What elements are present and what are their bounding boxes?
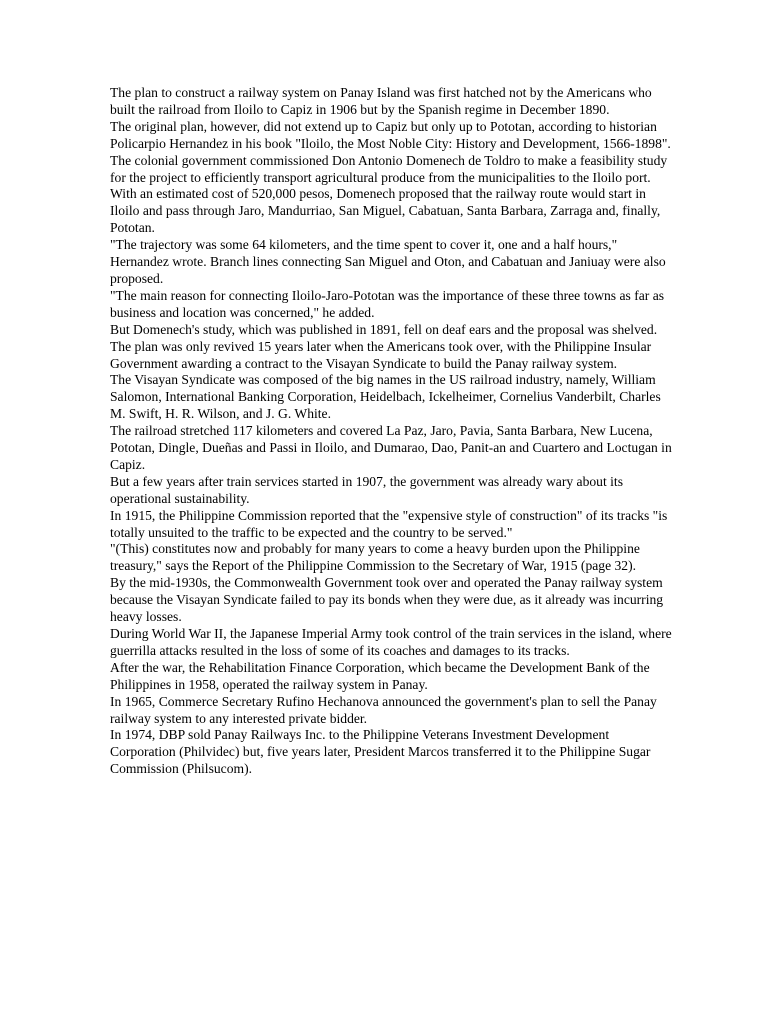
paragraph-1: The plan to construct a railway system on Panay Island was first hatched not by the Americans who built the railroad from Iloilo to Capiz in 1906 but by the Spanish regime in December 1890. (110, 85, 652, 117)
paragraph-18: In 1974, DBP sold Panay Railways Inc. to the Philippine Veterans Investment Development Corporation (Philvidec) but, five years later, President Marcos transferred it to the Philippine Sugar Commission (Philsucom). (110, 727, 651, 777)
paragraph-16: After the war, the Rehabilitation Finance Corporation, which became the Development Bank of the Philippines in 1958, operated the railway system in Panay. (110, 659, 650, 692)
paragraph-2: The original plan, however, did not extend up to Capiz but only up to Pototan, according to historian Policarpio Hernandez in his book "Iloilo, the Most Noble City: History and Development, 1566-1898". (110, 118, 671, 151)
paragraph-11: But a few years after train services started in 1907, the government was already wary about its operational sustainability. (110, 473, 623, 506)
paragraph-14: By the mid-1930s, the Commonwealth Government took over and operated the Panay railway system because the Visayan Syndicate failed to pay its bonds when they were due, as it already was incurring heavy losses. (110, 575, 664, 625)
paragraph-9: The Visayan Syndicate was composed of the big names in the US railroad industry, namely, William Salomon, International Banking Corporation, Heidelbach, Ickelheimer, Cornelius Vanderbilt, Charles M. Swift, H. R. Wilson, and J. G. White. (110, 372, 661, 422)
paragraph-15: During World War II, the Japanese Imperial Army took control of the train services in the island, where guerrilla attacks resulted in the loss of some of its coaches and damages to its tracks. (110, 626, 672, 658)
paragraph-13: "(This) constitutes now and probably for many years to come a heavy burden upon the Philippine treasury," says the Report of the Philippine Commission to the Secretary of War, 1915 (page 32). (110, 541, 640, 574)
paragraph-7: But Domenech's study, which was published in 1891, fell on deaf ears and the proposal was shelved. (110, 321, 658, 337)
paragraph-8: The plan was only revived 15 years later when the Americans took over, with the Philippine Insular Government awarding a contract to the Visayan Syndicate to build the Panay railway system. (110, 338, 652, 371)
paragraph-10: The railroad stretched 117 kilometers and covered La Paz, Jaro, Pavia, Santa Barbara, New Lucena, Pototan, Dingle, Dueñas and Passi in Iloilo, and Dumarao, Dao, Panit-an and Cuartero and Loctugan in Capiz. (110, 423, 672, 472)
paragraph-12: In 1915, the Philippine Commission reported that the "expensive style of construction" of its tracks "is totally unsuited to the traffic to be expected and the country to be served." (110, 507, 668, 540)
paragraph-3: The colonial government commissioned Don Antonio Domenech de Toldro to make a feasibility study for the project to efficiently transport agricultural produce from the municipalities to the Iloilo port. (110, 152, 668, 185)
paragraph-5: "The trajectory was some 64 kilometers, and the time spent to cover it, one and a half hours," Hernandez wrote. Branch lines connecting San Miguel and Oton, and Cabatuan and Janiuay were also proposed. (110, 237, 666, 286)
document-body (110, 85, 676, 778)
paragraph-4: With an estimated cost of 520,000 pesos, Domenech proposed that the railway route would start in Iloilo and pass through Jaro, Mandurriao, San Miguel, Cabatuan, Santa Barbara, Zarraga and, finally, Pototan. (110, 186, 661, 236)
paragraph-6: "The main reason for connecting Iloilo-Jaro-Pototan was the importance of these three towns as far as business and location was concerned," he added. (110, 287, 665, 320)
paragraph-17: In 1965, Commerce Secretary Rufino Hechanova announced the government's plan to sell the Panay railway system to any interested private bidder. (110, 693, 657, 726)
